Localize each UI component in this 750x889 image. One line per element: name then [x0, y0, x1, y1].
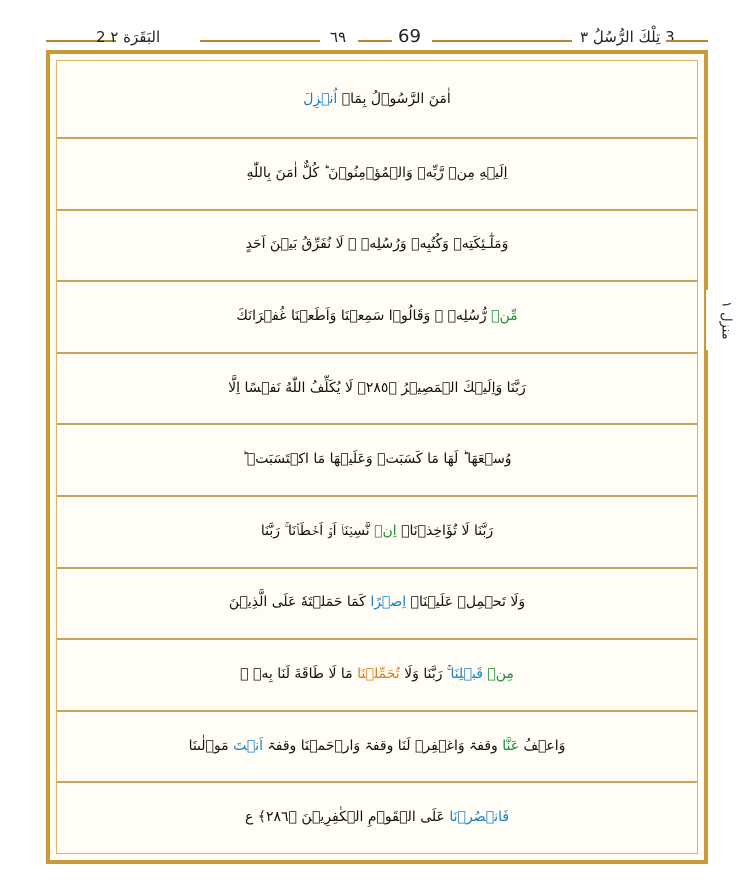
verse-line [57, 495, 697, 569]
quran-page-frame [46, 50, 708, 864]
page-number: 69 [398, 26, 421, 47]
verse-segment: ۚ رَبَّنَا وَلَا [399, 665, 451, 682]
verse-segment: نَّسِيۡنَاۤ اَوۡ اَخۡطَاۡنَا ۚ رَبَّنَا [260, 522, 375, 539]
surah-label: 2 البَقَرَة ٢ [96, 28, 161, 46]
verse-segment: وَلَا تَحۡمِلۡ عَلَيۡنَاۤ [406, 594, 526, 611]
verse-segment: مِنۡ [487, 665, 514, 682]
juz-label: 3 تِلْكَ الرُّسُلُ ٣ [580, 28, 675, 46]
verse-line [57, 781, 697, 853]
header-rule-mid-left [200, 40, 320, 42]
verse-segment: اُنۡزِلَ [303, 91, 338, 107]
verse-line [57, 209, 697, 283]
verse-segment: كَمَا حَمَلۡتَهٗ عَلَى الَّذِيۡنَ [228, 594, 371, 611]
verse-segment: تُحَمِّلۡنَا [357, 665, 400, 682]
verse-segment: عَنَّا [502, 737, 520, 754]
page-header [0, 0, 750, 47]
verse-segment: اِلَيۡهِ مِنۡ رَّبِّهٖ وَالۡمُؤۡمِنُوۡنَ ؕ كُلٌّ اٰمَنَ بِاللّٰهِ [246, 164, 508, 181]
verse-segment: وقفۃ وَاغۡفِرۡ لَنَا وقفۃ وَارۡحَمۡنَا وقفۃ [263, 737, 503, 754]
verse-segment: مِّنۡ [491, 307, 518, 324]
verse-segment: وَمَلٰٓـئِكَتِهٖ وَكُتُبِهٖ وَرُسُلِهٖ ۚ لَا نُفَرِّقُ بَيۡنَ اَحَدٍ [245, 236, 509, 253]
page-number-arabic: ٦٩ [330, 28, 347, 46]
verse-segment: وُسۡعَهَا ؕ لَهَا مَا كَسَبَتۡ وَعَلَيۡهَا مَا اكۡتَسَبَتۡ ؕ [242, 451, 512, 468]
verse-segment: مَوۡلٰٮنَا [188, 737, 234, 754]
verse-lines [56, 60, 698, 854]
verse-segment: اِصۡرًا [370, 594, 407, 611]
verse-segment: قَبۡلِنَا [450, 665, 483, 682]
header-rule-mid-right [432, 40, 572, 42]
verse-segment: اِنۡ [374, 522, 397, 539]
verse-segment: رُّسُلِهٖ ۚ وَقَالُوۡا سَمِعۡنَا وَاَطَعۡنَا [286, 307, 492, 324]
verse-segment [483, 666, 487, 682]
verse-segment: رَبَّنَا لَا تُؤَاخِذۡنَاۤ [396, 522, 494, 539]
manzil-marker: منزل ١ [706, 290, 746, 350]
verse-line [57, 352, 697, 426]
verse-segment: غُفۡرَانَكَ [236, 307, 287, 324]
verse-segment: اٰمَنَ الرَّسُوۡلُ بِمَاۤ [337, 91, 451, 107]
verse-line [57, 423, 697, 497]
header-rule-right [666, 40, 708, 42]
verse-segment: وَاعۡفُ [519, 737, 566, 754]
verse-segment: عَلَى الۡقَوۡمِ الۡكٰفِرِيۡنَ ﴿٢٨٦﴾ ع [244, 809, 450, 826]
verse-segment: رَبَّنَا وَاِلَيۡكَ الۡمَصِيۡرُ ﴿٢٨٥﴾ لَا يُكَلِّفُ اللّٰهُ نَفۡسًا اِلَّا [228, 379, 526, 396]
verse-line-title [57, 61, 697, 139]
header-rule-center [358, 40, 392, 42]
verse-line [57, 567, 697, 641]
verse-line [57, 710, 697, 784]
verse-line [57, 280, 697, 354]
verse-line [57, 638, 697, 712]
verse-segment: اَنۡتَ [233, 737, 264, 754]
verse-segment: مَا لَا طَاقَةَ لَنَا بِهٖ ۚ [240, 665, 358, 682]
verse-line [57, 137, 697, 211]
verse-segment: فَانۡصُرۡنَا [449, 809, 510, 826]
